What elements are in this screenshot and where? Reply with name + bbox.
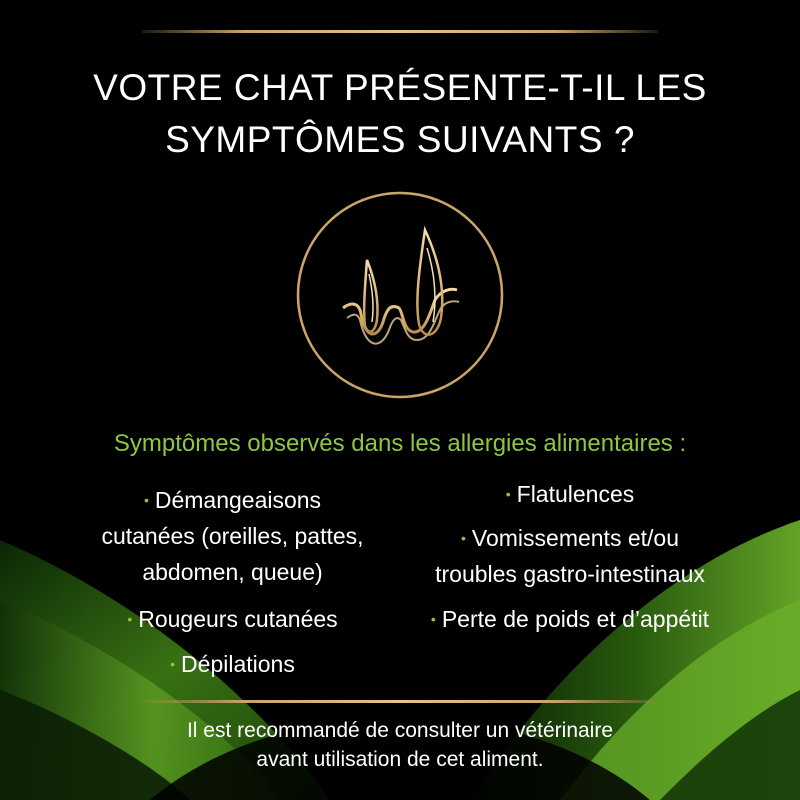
symptom-text: troubles gastro-intestinaux [435,561,705,587]
bullet-icon: • [143,492,149,508]
bullet-icon: • [430,611,436,627]
vet-recommendation [60,716,740,774]
symptom-line [385,520,755,556]
symptom-redness [60,601,405,637]
title-line-1: VOTRE CHAT PRÉSENTE-T-IL LES [93,67,707,108]
symptom-text: cutanées (oreilles, pattes, [101,523,364,549]
bullet-icon: • [170,656,176,672]
bullet-icon: • [505,486,511,502]
page-title [40,62,760,166]
symptom-flatulence [385,476,755,512]
symptom-itching [60,482,405,590]
symptom-weight-loss [385,601,755,637]
top-gold-divider [142,30,658,33]
bottom-gold-divider [142,700,658,703]
symptom-text: abdomen, queue) [142,559,323,585]
symptom-text: Rougeurs cutanées [138,606,338,632]
symptom-line [60,482,405,518]
section-subtitle: Symptômes observés dans les allergies alimentaires : [113,430,687,457]
bullet-icon: • [127,611,133,627]
symptom-vomiting [385,520,755,592]
symptom-text: Démangeaisons [154,487,322,513]
title-line-2: SYMPTÔMES SUIVANTS ? [165,119,635,160]
symptom-text: Vomissements et/ou [471,525,679,551]
hair-follicle-icon [295,190,505,400]
symptom-text: Perte de poids et d’appétit [441,606,710,632]
symptom-text: Flatulences [516,481,635,507]
bullet-icon: • [460,530,466,546]
footer-line-2: avant utilisation de cet aliment. [256,748,544,771]
symptom-text: Dépilations [181,651,295,677]
symptom-hair-loss [60,646,405,682]
footer-line-1: Il est recommandé de consulter un vétérinaire [186,719,614,742]
